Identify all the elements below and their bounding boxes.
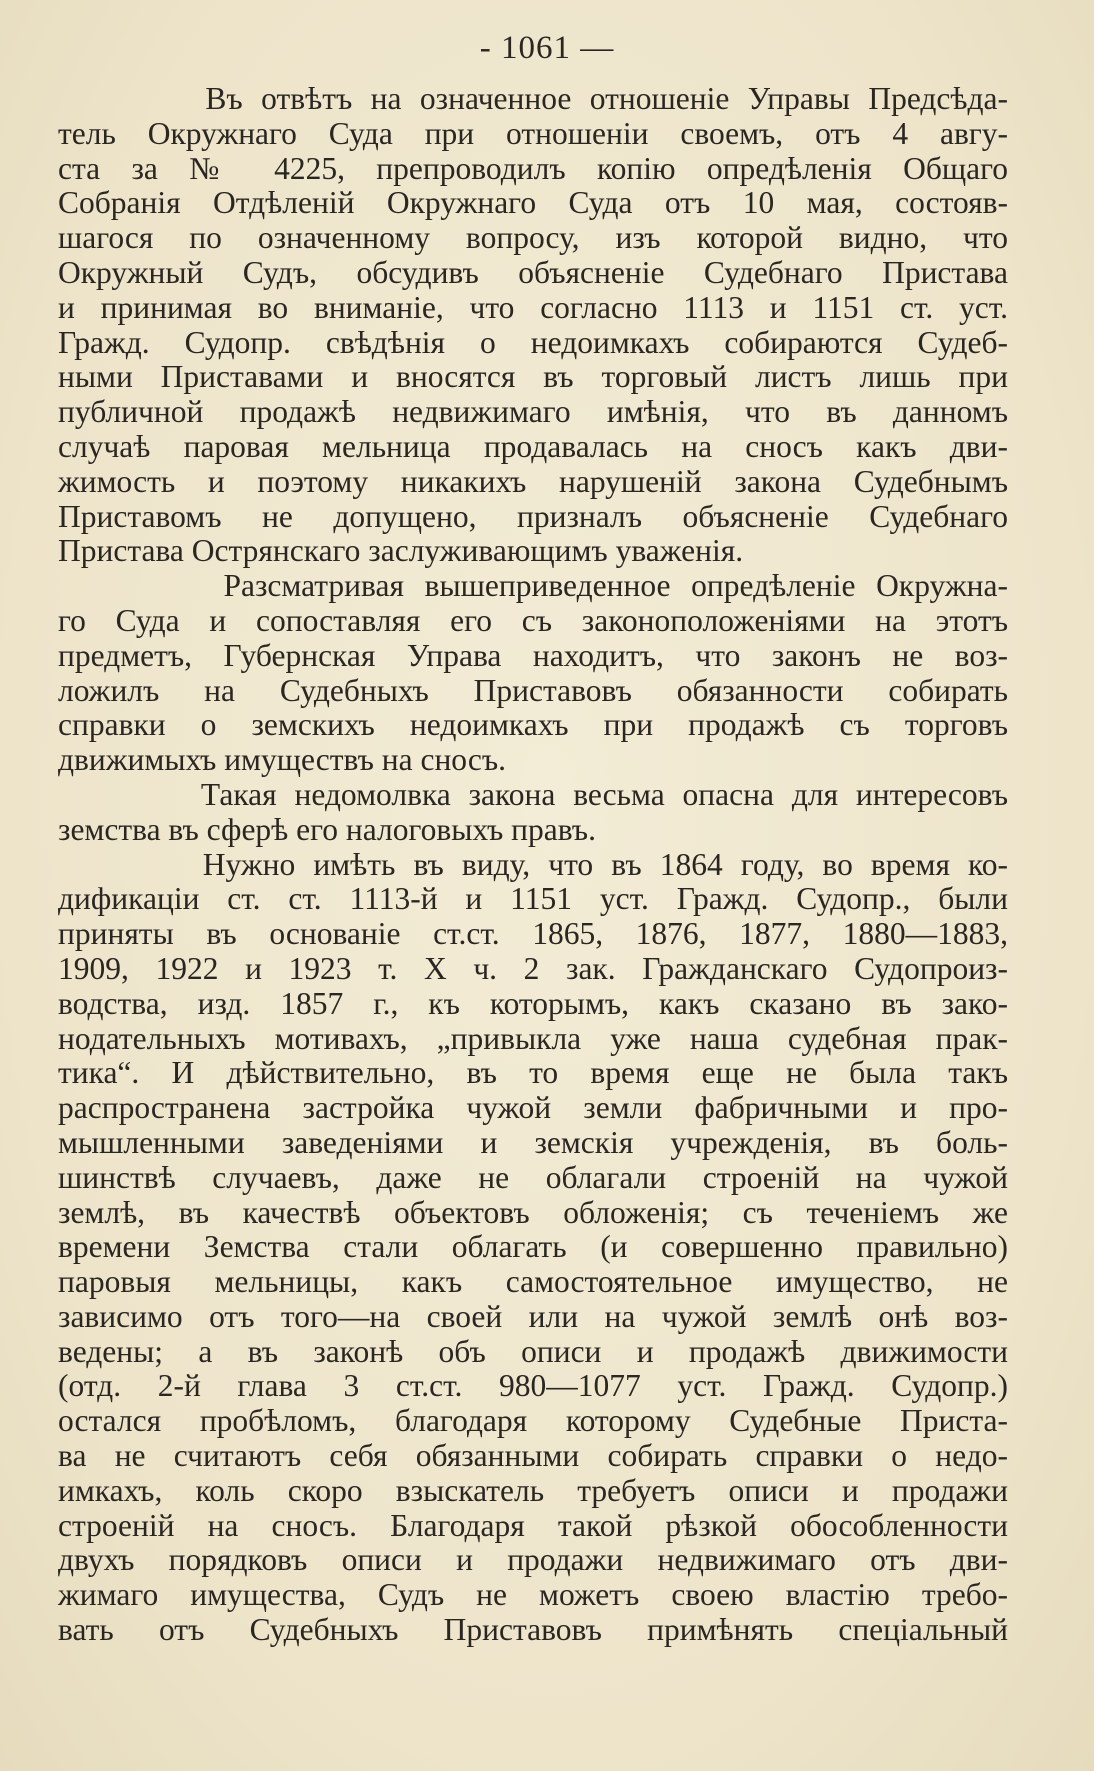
text-line: мышленными заведеніями и земскія учрежденія, въ боль-: [58, 1124, 1008, 1160]
text-line: ными Приставами и вносятся въ торговый листъ лишь при: [58, 359, 1008, 395]
text-line: предметъ, Губернская Управа находитъ, что законъ не воз-: [58, 637, 1008, 673]
body-text: [58, 82, 1008, 1648]
text-line: землѣ, въ качествѣ объектовъ обложенія; съ теченіемъ же: [58, 1194, 1008, 1230]
text-line: 1909, 1922 и 1923 т. X ч. 2 зак. Гражданскаго Судопроиз-: [58, 950, 1008, 986]
text-line: случаѣ паровая мельница продавалась на сносъ какъ дви-: [58, 428, 1008, 464]
text-line: го Суда и сопоставляя его съ законоположеніями на этотъ: [58, 602, 1008, 638]
text-line: паровыя мельницы, какъ самостоятельное имущество, не: [58, 1264, 1008, 1300]
text-line: движимыхъ имуществъ на сносъ.: [58, 742, 506, 778]
text-line: шинствѣ случаевъ, даже не облагали строеній на чужой: [58, 1159, 1008, 1195]
text-line: ведены; а въ законѣ объ описи и продажѣ движимости: [58, 1333, 1008, 1369]
text-line: Въ отвѣтъ на означенное отношеніе Управы Предсѣда-: [58, 81, 1008, 116]
text-line: шагося по означенному вопросу, изъ которой видно, что: [58, 220, 1008, 256]
text-line: Приставомъ не допущено, призналъ объясненіе Судебнаго: [58, 498, 1008, 534]
text-line: тель Окружнаго Суда при отношеніи своемъ, отъ 4 авгу-: [58, 115, 1008, 151]
paragraph-1: [58, 82, 1008, 569]
text-line: Такая недомолвка закона весьма опасна для интересовъ: [58, 776, 1008, 812]
text-line: жимость и поэтому никакихъ нарушеній закона Судебнымъ: [58, 463, 1008, 499]
text-line: времени Земства стали облагать (и совершенно правильно): [58, 1229, 1008, 1265]
text-line: Окружный Судъ, обсудивъ объясненіе Судебнаго Пристава: [58, 254, 1008, 290]
text-line: Собранія Отдѣленій Окружнаго Суда отъ 10 мая, состояв-: [58, 185, 1008, 221]
text-line: земства въ сферѣ его налоговыхъ правъ.: [58, 811, 596, 847]
text-line: имкахъ, коль скоро взыскатель требуетъ описи и продажи: [58, 1472, 1008, 1508]
text-line: строеній на сносъ. Благодаря такой рѣзкой обособленности: [58, 1507, 1008, 1543]
text-line: распространена застройка чужой земли фабричными и про-: [58, 1090, 1008, 1126]
text-line: (отд. 2-й глава 3 ст.ст. 980—1077 уст. Гражд. Судопр.): [58, 1368, 1008, 1404]
text-line: тика“. И дѣйствительно, въ то время еще не была такъ: [58, 1055, 1008, 1091]
text-line: водства, изд. 1857 г., къ которымъ, какъ сказано въ зако-: [58, 985, 1008, 1021]
text-line: ва не считаютъ себя обязанными собирать справки о недо-: [58, 1438, 1008, 1474]
text-line: ста за № 4225, препроводилъ копію опредѣленія Общаго: [58, 150, 1008, 186]
text-line: Пристава Острянскаго заслуживающимъ уваженія.: [58, 533, 744, 569]
text-line: ложилъ на Судебныхъ Приставовъ обязанности собирать: [58, 672, 1008, 708]
text-line: публичной продажѣ недвижимаго имѣнія, что въ данномъ: [58, 394, 1008, 430]
text-line: нодательныхъ мотивахъ, „привыкла уже наша судебная прак-: [58, 1020, 1008, 1056]
text-line: Разсматривая вышеприведенное опредѣленіе Окружна-: [58, 568, 1008, 604]
text-line: справки о земскихъ недоимкахъ при продажѣ съ торговъ: [58, 707, 1008, 743]
paragraph-4: [58, 848, 1008, 1648]
text-line: зависимо отъ того—на своей или на чужой землѣ онѣ воз-: [58, 1298, 1008, 1334]
text-line: жимаго имущества, Судъ не можетъ своею властію требо-: [58, 1577, 1008, 1613]
text-line: вать отъ Судебныхъ Приставовъ примѣнять спеціальный: [58, 1612, 1008, 1648]
text-line: Гражд. Судопр. свѣдѣнія о недоимкахъ собираются Судеб-: [58, 324, 1008, 360]
paragraph-2: [58, 569, 1008, 778]
text-line: приняты въ основаніе ст.ст. 1865, 1876, 1877, 1880—1883,: [58, 916, 1008, 952]
text-line: Нужно имѣть въ виду, что въ 1864 году, во время ко-: [58, 846, 1008, 882]
text-line: и принимая во вниманіе, что согласно 1113 и 1151 ст. уст.: [58, 289, 1008, 325]
text-line: остался пробѣломъ, благодаря которому Судебные Приста-: [58, 1403, 1008, 1439]
paragraph-3: [58, 778, 1008, 848]
text-line: двухъ порядковъ описи и продажи недвижимаго отъ дви-: [58, 1542, 1008, 1578]
page-number: - 1061 —: [479, 30, 615, 66]
text-line: дификаціи ст. ст. 1113-й и 1151 уст. Гражд. Судопр., были: [58, 881, 1008, 917]
